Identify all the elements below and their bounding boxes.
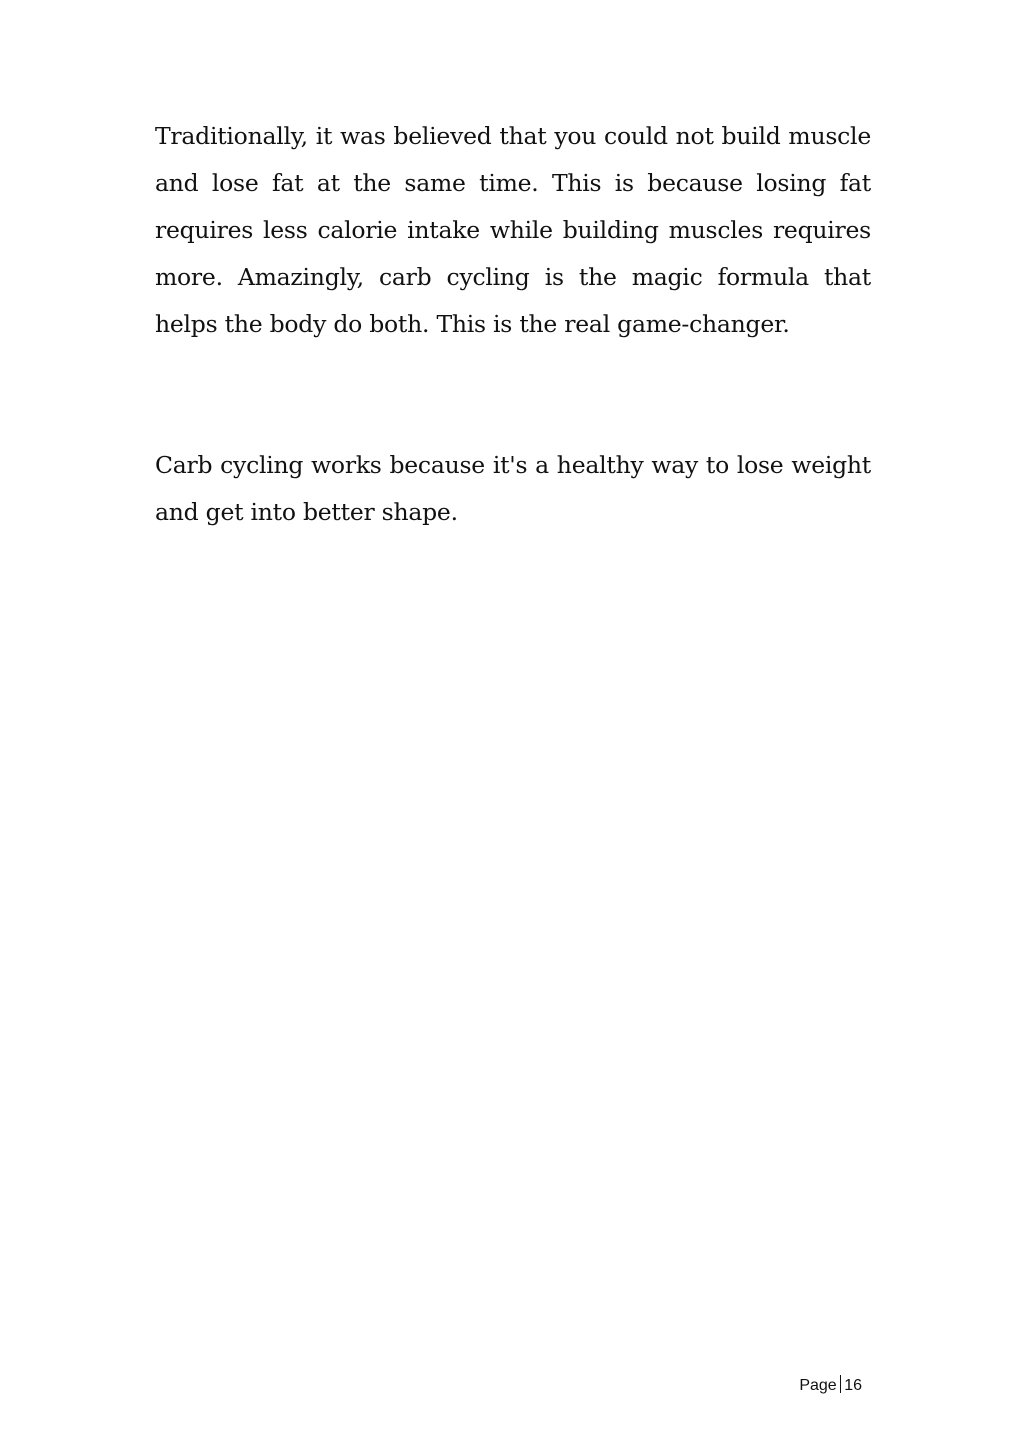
body-paragraph-2: Carb cycling works because it's a healthy way to lose weight and get into better shape. — [155, 451, 871, 526]
page-body — [155, 113, 871, 536]
page-separator — [840, 1375, 842, 1393]
page-footer — [799, 1375, 862, 1396]
page-label: Page — [799, 1377, 837, 1394]
body-paragraph-1: Traditionally, it was believed that you could not build muscle and lose fat at the same time. This is because losing fat requires less calorie intake while building muscles requires more. Amazingly, carb cycling is the magic formula that helps the body do both. This is the real game-changer. — [155, 122, 871, 338]
page-number: 16 — [844, 1377, 862, 1394]
